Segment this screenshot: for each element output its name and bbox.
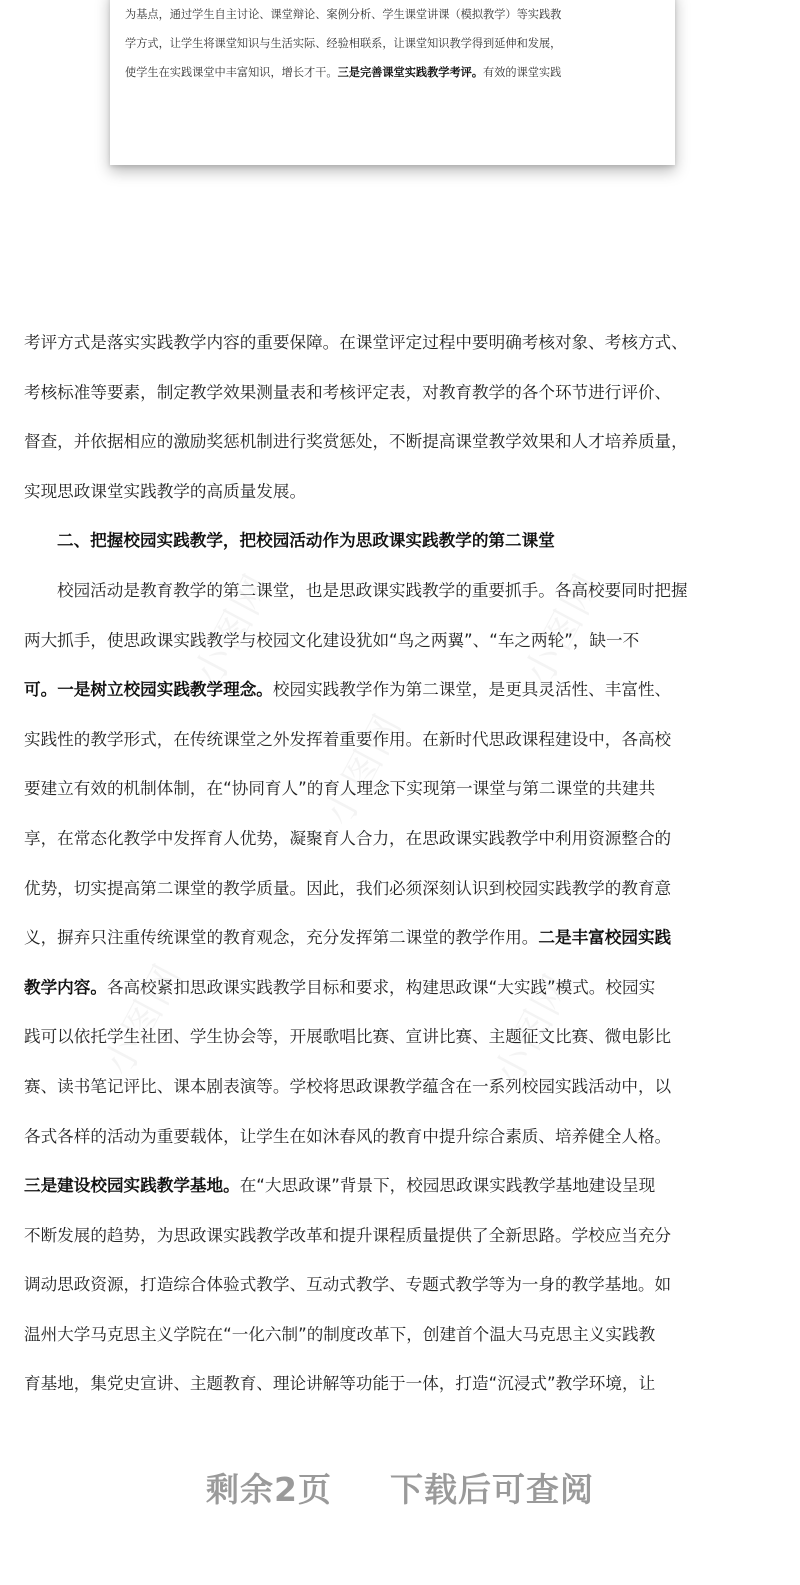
paragraph-line: 考评方式是落实实践教学内容的重要保障。在课堂评定过程中要明确考核对象、考核方式、	[24, 333, 688, 352]
watermark: 小图网	[95, 955, 191, 1083]
paragraph-line: 践可以依托学生社团、学生协会等，开展歌唱比赛、宣讲比赛、主题征文比赛、微电影比	[24, 1027, 672, 1047]
paragraph-line: 可。一是树立校园实践教学理念。校园实践教学作为第二课堂，是更具灵活性、丰富性、	[24, 680, 672, 700]
preview-line-1: 为基点，通过学生自主讨论、课堂辩论、案例分析、学生课堂讲课（模拟教学）等实践教	[125, 8, 562, 21]
preview-text	[125, 0, 660, 87]
paragraph-line: 赛、读书笔记评比、课本剧表演等。学校将思政课教学蕴含在一系列校园实践活动中，以	[24, 1076, 672, 1096]
paragraph-line: 三是建设校园实践教学基地。在“大思政课”背景下，校园思政课实践教学基地建设呈现	[24, 1176, 656, 1196]
paragraph-line: 实现思政课堂实践教学的高质量发展。	[24, 481, 307, 501]
paragraph-line: 实践性的教学形式，在传统课堂之外发挥着重要作用。在新时代思政课程建设中，各高校	[24, 729, 672, 749]
paragraph-line: 不断发展的趋势，为思政课实践教学改革和提升课程质量提供了全新思路。学校应当充分	[24, 1225, 672, 1245]
paragraph-line: 享，在常态化教学中发挥育人优势，凝聚育人合力，在思政课实践教学中利用资源整合的	[24, 828, 672, 848]
paragraph-line: 考核标准等要素，制定教学效果测量表和考核评定表，对教育教学的各个环节进行评价、	[24, 382, 672, 402]
paragraph-line: 调动思政资源，打造综合体验式教学、互动式教学、专题式教学等为一身的教学基地。如	[24, 1275, 672, 1295]
paragraph-line: 校园活动是教育教学的第二课堂，也是思政课实践教学的重要抓手。各高校要同时把握	[57, 580, 688, 600]
remaining-pages-text: 剩余2页	[206, 1470, 332, 1509]
preview-line-3: 使学生在实践课堂中丰富知识，增长才干。三是完善课堂实践教学考评。有效的课堂实践	[125, 66, 562, 79]
paragraph-line: 育基地，集党史宣讲、主题教育、理论讲解等功能于一体，打造“沉浸式”教学环境，让	[24, 1374, 656, 1394]
section-heading: 二、把握校园实践教学，把校园活动作为思政课实践教学的第二课堂	[57, 531, 555, 551]
watermark: 小图网	[185, 565, 281, 693]
paragraph-line: 温州大学马克思主义学院在“一化六制”的制度改革下，创建首个温大马克思主义实践教	[24, 1324, 656, 1344]
paragraph-line: 各式各样的活动为重要载体，让学生在如沐春风的教育中提升综合素质、培养健全人格。	[24, 1126, 672, 1146]
paragraph-line: 两大抓手，使思政课实践教学与校园文化建设犹如“鸟之两翼”、“车之两轮”，缺一不	[24, 630, 640, 650]
paragraph-line: 优势，切实提高第二课堂的教学质量。因此，我们必须深刻认识到校园实践教学的教育意	[24, 878, 672, 898]
preview-line-2: 学方式，让学生将课堂知识与生活实际、经验相联系，让课堂知识教学得到延伸和发展，	[125, 37, 562, 50]
paragraph-line: 要建立有效的机制体制，在“协同育人”的育人理念下实现第一课堂与第二课堂的共建共	[24, 779, 656, 799]
article-body	[24, 318, 776, 1409]
watermark: 小图网	[485, 965, 581, 1093]
download-to-view-text[interactable]: 下载后可查阅	[389, 1470, 594, 1509]
watermark: 小图网	[315, 705, 411, 833]
paragraph-line: 教学内容。各高校紧扣思政课实践教学目标和要求，构建思政课“大实践”模式。校园实	[24, 977, 656, 997]
paragraph-line: 督查，并依据相应的激励奖惩机制进行奖赏惩处，不断提高课堂教学效果和人才培养质量，	[24, 432, 688, 452]
document-preview-card	[110, 0, 675, 165]
paragraph-line: 义，摒弃只注重传统课堂的教育观念，充分发挥第二课堂的教学作用。二是丰富校园实践	[24, 928, 672, 948]
download-prompt[interactable]	[0, 1465, 800, 1515]
watermark: 小图网	[515, 565, 611, 693]
